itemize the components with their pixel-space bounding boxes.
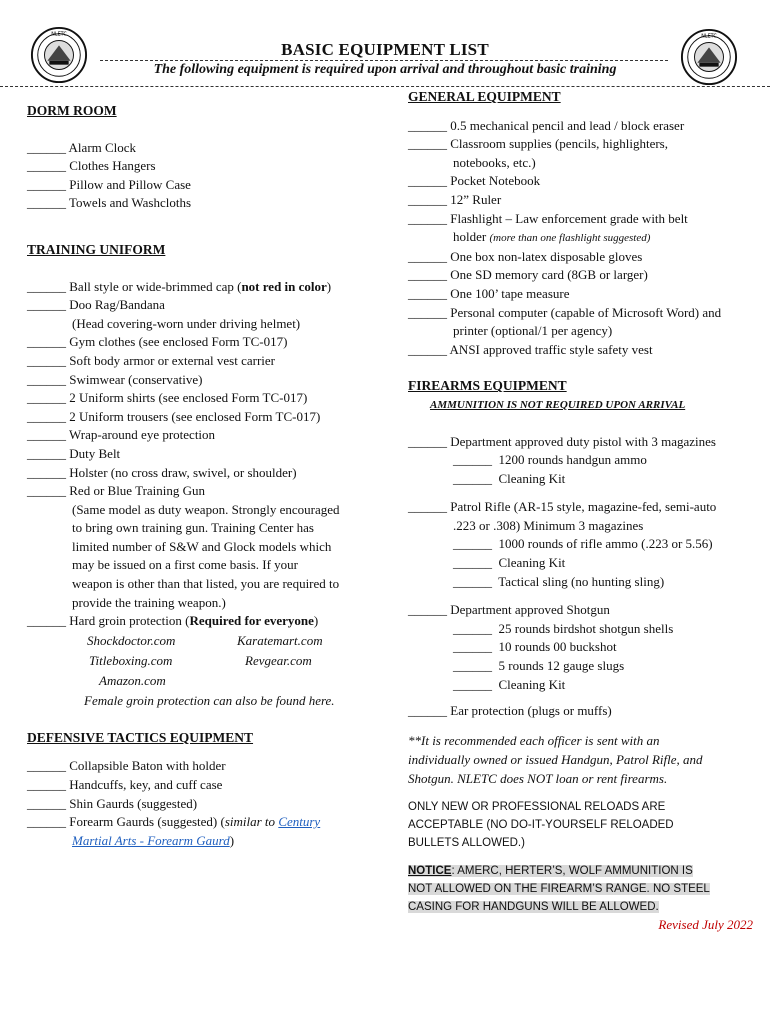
list-item: ______ One 100’ tape measure	[408, 285, 570, 301]
list-item-note: (Same model as duty weapon. Strongly encouraged	[72, 501, 340, 517]
sub-item: ______ 1200 rounds handgun ammo	[453, 452, 647, 468]
dorm-room-heading: DORM ROOM	[27, 103, 117, 118]
list-item: ______ Flashlight – Law enforcement grade with belt	[408, 210, 688, 226]
list-item: ______ Pillow and Pillow Case	[27, 176, 191, 192]
list-item: ______ Patrol Rifle (AR-15 style, magazine-fed, semi-auto	[408, 499, 717, 515]
store-row	[27, 631, 377, 651]
list-item: ______ Hard groin protection (Required for everyone)	[27, 613, 319, 629]
left-column	[27, 102, 377, 850]
firearms-heading: FIREARMS EQUIPMENT	[408, 378, 567, 394]
list-item: ______ Ear protection (plugs or muffs)	[408, 703, 612, 719]
list-item: ______ Handcuffs, key, and cuff case	[27, 777, 223, 793]
list-item-note: limited number of S&W and Glock models which	[72, 538, 332, 554]
training-uniform-heading: TRAINING UNIFORM	[27, 241, 166, 257]
list-item: ______ 0.5 mechanical pencil and lead / block eraser	[408, 117, 685, 133]
sub-item: ______ Cleaning Kit	[453, 555, 566, 571]
list-item: ______ Forearm Gaurds (suggested) (similar to Century	[27, 814, 321, 830]
list-item: ______ Pocket Notebook	[408, 173, 541, 189]
store-name: Titleboxing.com	[89, 652, 173, 668]
list-item: ______ Collapsible Baton with holder	[27, 758, 226, 774]
list-item: ______ Wrap-around eye protection	[27, 427, 216, 443]
list-item-note: provide the training weapon.)	[72, 594, 226, 610]
list-item: ______ Towels and Washcloths	[27, 195, 192, 211]
sub-item: ______ Cleaning Kit	[453, 676, 566, 692]
notice-block: NOTICE: AMERC, HERTER’S, WOLF AMMUNITION IS NOT ALLOWED ON THE FIREARM’S RANGE. NO STEEL CASING FOR HANDGUNS WILL BE ALLOWED.	[408, 864, 710, 913]
list-item: ______ 2 Uniform shirts (see enclosed Form TC-017)	[27, 390, 308, 406]
revised-date: Revised July 2022	[658, 916, 753, 932]
ammo-note: AMMUNITION IS NOT REQUIRED UPON ARRIVAL	[430, 398, 686, 411]
store-name: Amazon.com	[99, 672, 166, 688]
list-item-note: may be issued on a first come basis. If your	[72, 557, 299, 573]
female-groin-note: Female groin protection can also be found here.	[84, 692, 335, 708]
list-item: ______ Department approved Shotgun	[408, 602, 610, 618]
forearm-guard-link[interactable]: Century	[278, 814, 321, 830]
list-item: ______ Duty Belt	[27, 445, 121, 461]
title-divider	[100, 60, 668, 61]
page-subtitle: The following equipment is required upon arrival and throughout basic training	[153, 62, 617, 77]
store-name: Shockdoctor.com	[87, 632, 176, 648]
page-title: BASIC EQUIPMENT LIST	[281, 40, 489, 59]
reloads-note: ONLY NEW OR PROFESSIONAL RELOADS ARE ACCEPTABLE (NO DO-IT-YOURSELF RELOADED BULLETS ALLOWED.)	[408, 800, 674, 849]
list-item: ______ 12” Ruler	[408, 191, 502, 207]
list-item: ______ Holster (no cross draw, swivel, or shoulder)	[27, 464, 297, 480]
list-item: ______ One box non-latex disposable gloves	[408, 248, 643, 264]
list-item: ______ Soft body armor or external vest carrier	[27, 352, 276, 368]
list-item-cont: holder (more than one flashlight suggested)	[453, 229, 651, 245]
list-item-note: (Head covering-worn under driving helmet)	[72, 315, 301, 331]
forearm-guard-link-cont[interactable]: Martial Arts - Forearm Gaurd	[72, 832, 230, 848]
list-item-cont: printer (optional/1 per agency)	[453, 323, 613, 339]
list-item: ______ Personal computer (capable of Microsoft Word) and	[408, 304, 722, 320]
sub-item: ______ 1000 rounds of rifle ammo (.223 or 5.56)	[453, 536, 713, 552]
list-item: ______ Doo Rag/Bandana	[27, 297, 165, 313]
list-item: ______ One SD memory card (8GB or larger)	[408, 267, 648, 283]
list-item: ______ Red or Blue Training Gun	[27, 483, 206, 499]
sub-item: ______ Cleaning Kit	[453, 470, 566, 486]
list-item: ______ ANSI approved traffic style safety vest	[408, 341, 653, 357]
list-item-cont: Martial Arts - Forearm Gaurd)	[72, 832, 235, 848]
store-row	[27, 671, 377, 691]
list-item: ______ Gym clothes (see enclosed Form TC-017)	[27, 334, 288, 350]
store-row	[27, 651, 377, 671]
list-item: ______ 2 Uniform trousers (see enclosed Form TC-017)	[27, 408, 321, 424]
defensive-tactics-heading: DEFENSIVE TACTICS EQUIPMENT	[27, 729, 254, 745]
sub-item: ______ 5 rounds 12 gauge slugs	[453, 658, 625, 674]
list-item: ______ Shin Gaurds (suggested)	[27, 795, 198, 811]
list-item-cont: .223 or .308) Minimum 3 magazines	[453, 517, 644, 533]
list-item-note: weapon is other than that listed, you are required to	[72, 576, 340, 592]
sub-item: ______ 25 rounds birdshot shotgun shells	[453, 620, 674, 636]
header-divider	[0, 86, 770, 87]
general-equipment-heading: GENERAL EQUIPMENT	[408, 89, 561, 104]
store-name: Karatemart.com	[237, 632, 323, 648]
recommendation-note: **It is recommended each officer is sent with an individually owned or issued Handgun, Patrol Rifle, and Shotgun. NLETC does NOT loan or rent firearms.	[408, 732, 703, 786]
right-column	[408, 88, 753, 934]
sub-item: ______ Tactical sling (no hunting sling)	[453, 573, 665, 589]
list-item-note: to bring own training gun. Training Center has	[72, 520, 314, 536]
svg-text:NLETC: NLETC	[51, 32, 67, 38]
svg-text:NLETC: NLETC	[701, 34, 717, 40]
store-name: Revgear.com	[245, 652, 312, 668]
list-item: ______ Alarm Clock	[27, 139, 137, 155]
list-item: ______ Ball style or wide-brimmed cap (not red in color)	[27, 278, 332, 294]
sub-item: ______ 10 rounds 00 buckshot	[453, 639, 617, 655]
list-item-cont: notebooks, etc.)	[453, 154, 536, 170]
list-item: ______ Department approved duty pistol with 3 magazines	[408, 433, 716, 449]
list-item: ______ Swimwear (conservative)	[27, 371, 203, 387]
list-item: ______ Clothes Hangers	[27, 158, 156, 174]
list-item: ______ Classroom supplies (pencils, highlighters,	[408, 136, 668, 152]
